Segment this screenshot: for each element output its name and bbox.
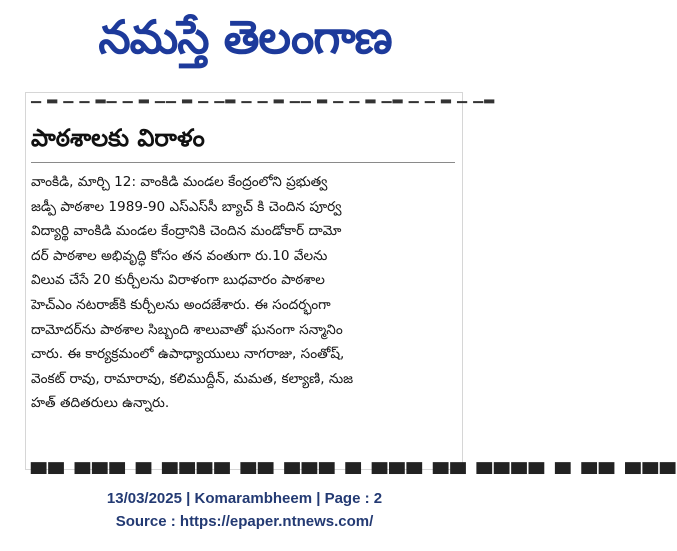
article-headline: పాఠశాలకు విరాళం (31, 124, 205, 152)
article-line: దామోదర్‌ను పాఠశాల సిబ్బంది శాలువాతో ఘనంగా సన్మానిం (31, 321, 343, 338)
publication-info: 13/03/2025 | Komarambheem | Page : 2 (106, 490, 383, 507)
article-line: దర్ పాఠశాల అభివృద్ధి కోసం తన వంతుగా రు.10 వేలను (31, 247, 328, 264)
article-line: జడ్పీ పాఠశాల 1989-90 ఎస్‌ఎస్‌సీ బ్యాచ్ కి చెందిన పూర్వ (31, 198, 342, 215)
article-line: హెచ్‌ఎం నటరాజ్‌కి కుర్చీలను అందజేశారు. ఈ సందర్భంగా (31, 296, 331, 313)
article-line: విలువ చేసే 20 కుర్చీలను విరాళంగా బుధవారం పాఠశాల (31, 272, 325, 289)
newspaper-masthead (12, 6, 478, 80)
cropped-text-top: ▁ ▂ ▁ ▁ ▂▁ ▁ ▂ ▁▁ ▂ ▁ ▁▂ ▁ ▁ ▂ ▁▁ ▂ ▁ ▁ ▂ ▁▂ ▁ ▁ ▂ ▁ ▁▂ (31, 89, 496, 104)
article-line: హత్ తదితరులు ఉన్నారు. (31, 395, 170, 412)
source-link[interactable]: Source : https://epaper.ntnews.com/ (115, 513, 374, 530)
cropped-text-bottom: ▀▀ ▀▀▀ ▀ ▀▀▀▀ ▀▀ ▀▀▀ ▀ ▀▀▀ ▀▀ ▀▀▀▀ ▀ ▀▀ ▀▀▀ (31, 462, 677, 486)
article-body (31, 170, 455, 416)
article-line: విద్యార్థి వాంకిడి మండల కేంద్రానికి చెందిన మండోకార్ దామో (31, 223, 342, 240)
article-clipping (25, 89, 677, 486)
masthead-logo: నమస్తే తెలంగాణ (98, 10, 392, 64)
article-line: చారు. ఈ కార్యక్రమంలో ఉపాధ్యాయులు నాగరాజు, సంతోష్, (31, 346, 345, 363)
headline-divider (31, 162, 455, 163)
article-line: వెంకట్ రావు, రామారావు, కలిముద్దీన్, మమత, కల్యాణి, నుజ (31, 370, 354, 387)
article-line: వాంకిడి, మార్చి 12: వాంకిడి మండల కేంద్రంలోని ప్రభుత్వ (31, 174, 328, 190)
